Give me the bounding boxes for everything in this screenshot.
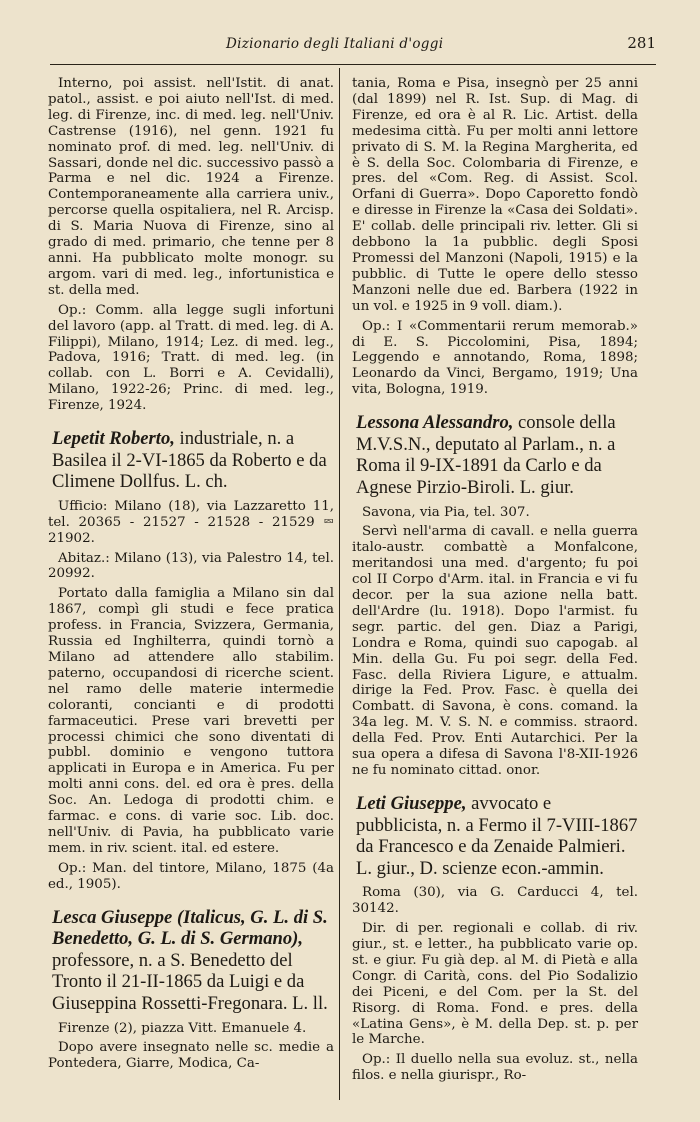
entry-biography: Portato dalla famiglia a Milano sin dal 1867, compì gli studi e fece pratica profess. in Francia, Svizzera, Germania, Russia ed Inghilterra, quindi tornò a Milano ad attendere allo stabilim. paterno, occupandosi di ricerche scient. nel ramo delle materie intermedie coloranti, concianti e di prodotti farmaceutici. Prese vari brevetti per processi chimici che sono diventati di pubbl. dominio e vengono tuttora applicati in Europa e in America. Fu per molti anni cons. del. ed ora è pres. della Soc. An. Ledoga di prodotti chim. e farmac. e cons. di varie soc. Lib. doc. nell'Univ. di Pavia, ha pubblicato varie mem. in riv. scient. ital. ed estere.	[48, 586, 334, 856]
entry-name: Leti Giuseppe,	[356, 792, 467, 814]
entry-address: Savona, via Pia, tel. 307.	[362, 504, 530, 520]
entry-name: Lessona Alessandro,	[356, 412, 514, 434]
running-title: Dizionario degli Italiani d'oggi	[226, 36, 444, 52]
entry-description: console della M.V.S.N., deputato al Parlam., n. a Roma il 9-IX-1891 da Carlo e da Agnese Pirzio-Biroli. L. giur.	[356, 412, 616, 498]
entry-heading-lepetit	[48, 428, 334, 493]
right-column	[352, 76, 638, 1084]
office-address: Ufficio: Milano (18), via Lazzaretto 11, tel. 20365 - 21527 - 21528 - 21529 ⮹ 21902.	[48, 498, 334, 546]
entry-name: Lesca Giuseppe (Italicus, G. L. di S. Benedetto, G. L. di S. Germano),	[52, 906, 328, 950]
entry-name: Lepetit Roberto,	[52, 428, 175, 450]
column-divider	[339, 68, 340, 1100]
works-list: Op.: Comm. alla legge sugli infortuni del lavoro (app. al Tratt. di med. leg. di A. Filippi), Milano, 1914; Lez. di med. leg., Padova, 1916; Tratt. di med. leg. (in collab. con L. Borri e A. Cevidalli), Milano, 1922-26; Princ. di med. leg., Firenze, 1924.	[48, 302, 334, 414]
page-number: 281	[627, 34, 656, 52]
entry-description: industriale, n. a Basilea il 2-VI-1865 da Roberto e da Climene Dollfus. L. ch.	[52, 428, 327, 493]
home-address: Abitaz.: Milano (13), via Palestro 14, tel. 20992.	[48, 550, 334, 582]
header-rule	[50, 64, 656, 65]
entry-biography: Dopo avere insegnato nelle sc. medie a Pontedera, Giarre, Modica, Ca-	[48, 1040, 334, 1072]
entry-biography: Servì nell'arma di cavall. e nella guerra italo-austr. combattè a Monfalcone, meritandosi una med. d'argento; fu poi col II Corpo d'Arm. ital. in Francia e vi fu decor. per la sua azione nella batt. dell'Ardre (lu. 1918). Dopo l'armist. fu segr. partic. del gen. Diaz a Parigi, Londra e Roma, quindi suo capogab. al Min. della Gu. Fu poi segr. della Fed. Fasc. della Riviera Ligure, e attualm. dirige la Fed. Prov. Fasc. è quella dei Combatt. di Savona, è cons. comand. la 34a leg. M. V. S. N. e commiss. straord. della Fed. Prov. Enti Autarchici. Per la sua opera a difesa di Savona l'8-XII-1926 ne fu nominato cittad. onor.	[352, 524, 638, 778]
page-header	[50, 36, 656, 60]
works-list: Op.: Man. del tintore, Milano, 1875 (4a ed., 1905).	[48, 860, 334, 892]
entry-description: avvocato e pubblicista, n. a Fermo il 7-VIII-1867 da Francesco e da Zenaide Palmieri. L. giur., D. scienze econ.-ammin.	[356, 792, 638, 879]
entry-continuation: tania, Roma e Pisa, insegnò per 25 anni (dal 1899) nel R. Ist. Sup. di Mag. di Firenze, ed ora è al R. Lic. Artist. della medesima città. Fu per molti anni lettore privato di S. M. la Regina Margherita, ed è S. della Soc. Colombaria di Firenze, e pres. del «Com. Reg. di Assist. Scol. Orfani di Guerra». Dopo Caporetto fondò e diresse in Firenze la «Casa dei Soldati». E' collab. delle principali riv. letter. Gli si debbono la 1a pubblic. degli Sposi Promessi del Manzoni (Napoli, 1915) e la pubblic. di Tutte le opere dello stesso Manzoni nelle due ed. Barbera (1922 in un vol. e 1925 in 9 voll. diam.).	[352, 76, 638, 314]
works-list: Op.: I «Commentarii rerum memorab.» di E. S. Piccolomini, Pisa, 1894; Leggendo e annotando, Roma, 1898; Leonardo da Vinci, Bergamo, 1919; Una vita, Bologna, 1919.	[352, 318, 638, 398]
works-list: Op.: Il duello nella sua evoluz. st., nella filos. e nella giurispr., Ro-	[352, 1052, 638, 1084]
entry-heading-lessona	[352, 412, 638, 498]
entry-biography: Dir. di per. regionali e collab. di riv. giur., st. e letter., ha pubblicato varie op. st. e giur. Fu già dep. al M. di Pietà e alla Congr. di Carità, cons. del Pio Sodalizio dei Piceni, e del Com. per la St. del Risorg. di Roma. Fond. e pres. della «Latina Gens», è M. della Dep. st. p. per le Marche.	[352, 921, 638, 1048]
entry-continuation: Interno, poi assist. nell'Istit. di anat. patol., assist. e poi aiuto nell'Ist. di med. leg. di Firenze, inc. di med. leg. nell'Univ. Castrense (1916), nel genn. 1921 fu nominato prof. di med. leg. nell'Univ. di Sassari, donde nel dic. successivo passò a Parma e nel dic. 1924 a Firenze. Contemporaneamente alla carriera univ., percorse quella ospitaliera, nel R. Arcisp. di S. Maria Nuova di Firenze, sino al grado di med. primario, che tenne per 8 anni. Ha pubblicato molte monogr. su argom. vari di med. leg., infortunistica e st. della med.	[48, 76, 334, 298]
entry-heading-lesca	[48, 907, 334, 1015]
entry-address: Roma (30), via G. Carducci 4, tel. 30142.	[352, 885, 638, 917]
entry-address: Firenze (2), piazza Vitt. Emanuele 4.	[58, 1020, 307, 1036]
entry-description: professore, n. a S. Benedetto del Tronto il 21-II-1865 da Luigi e da Giuseppina Rossetti-Fregonara. L. ll.	[52, 949, 328, 1014]
entry-heading-leti	[352, 793, 638, 879]
left-column	[48, 76, 334, 1072]
